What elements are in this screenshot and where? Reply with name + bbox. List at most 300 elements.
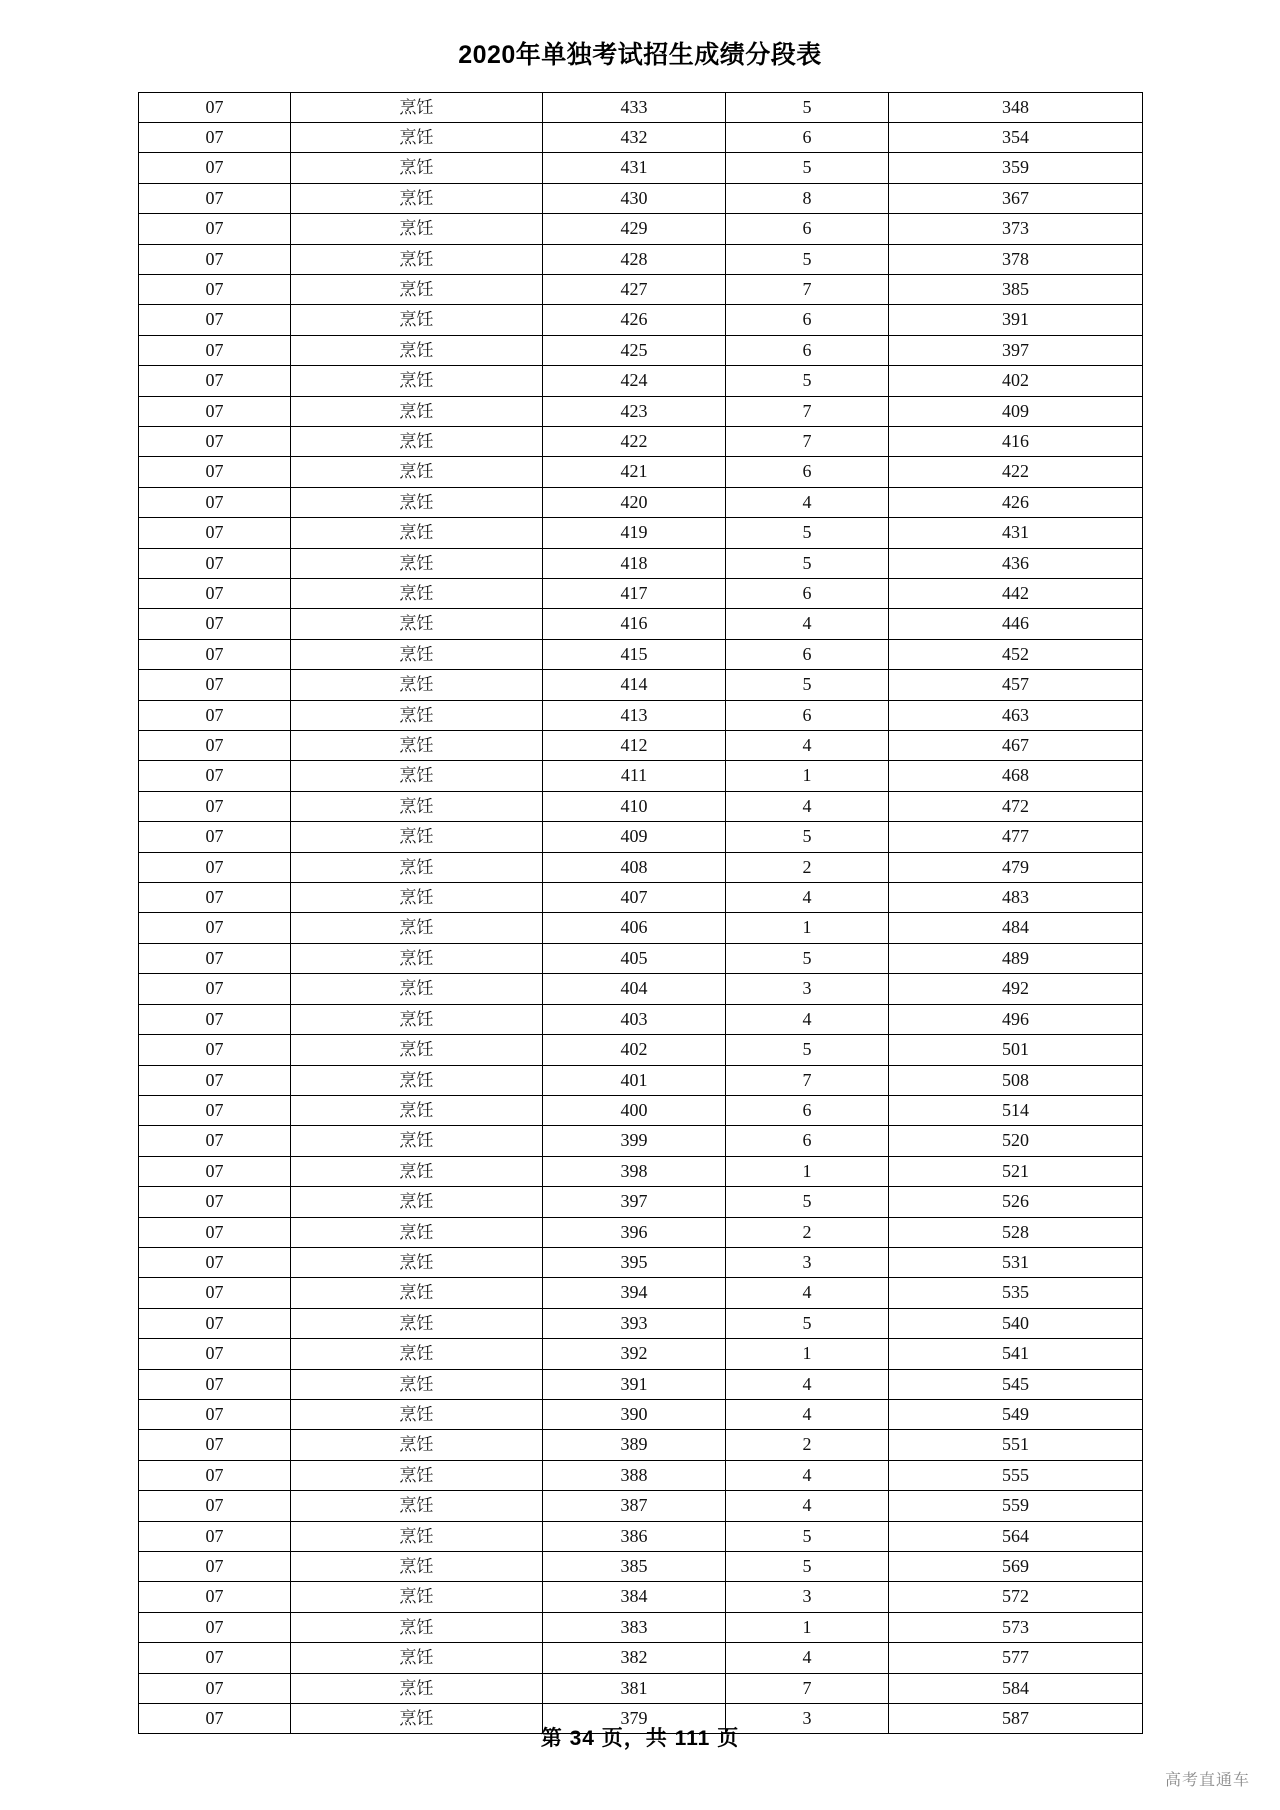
cell-category-name: 烹饪	[291, 183, 543, 213]
score-table-body	[139, 92, 1143, 1734]
cell-segment-count: 6	[726, 335, 889, 365]
table-row	[139, 1491, 1143, 1521]
score-table-container	[138, 92, 1142, 1735]
table-row	[139, 1187, 1143, 1217]
cell-category-name: 烹饪	[291, 1035, 543, 1065]
cell-category-code: 07	[139, 1156, 291, 1186]
cell-cumulative: 436	[889, 548, 1143, 578]
cell-cumulative: 521	[889, 1156, 1143, 1186]
cell-cumulative: 367	[889, 183, 1143, 213]
cell-category-code: 07	[139, 883, 291, 913]
table-row	[139, 1035, 1143, 1065]
cell-category-code: 07	[139, 396, 291, 426]
cell-segment-count: 8	[726, 183, 889, 213]
cell-segment-count: 7	[726, 1065, 889, 1095]
cell-segment-count: 5	[726, 548, 889, 578]
cell-score: 381	[543, 1673, 726, 1703]
table-row	[139, 1247, 1143, 1277]
cell-category-code: 07	[139, 457, 291, 487]
cell-category-name: 烹饪	[291, 1156, 543, 1186]
cell-segment-count: 6	[726, 579, 889, 609]
table-row	[139, 1339, 1143, 1369]
cell-score: 392	[543, 1339, 726, 1369]
cell-category-code: 07	[139, 487, 291, 517]
cell-category-code: 07	[139, 1339, 291, 1369]
cell-cumulative: 373	[889, 214, 1143, 244]
cell-category-code: 07	[139, 122, 291, 152]
cell-category-code: 07	[139, 335, 291, 365]
cell-cumulative: 584	[889, 1673, 1143, 1703]
cell-score: 432	[543, 122, 726, 152]
cell-cumulative: 426	[889, 487, 1143, 517]
table-row	[139, 1004, 1143, 1034]
cell-category-code: 07	[139, 1643, 291, 1673]
cell-segment-count: 4	[726, 1004, 889, 1034]
cell-category-name: 烹饪	[291, 548, 543, 578]
cell-category-name: 烹饪	[291, 1491, 543, 1521]
cell-score: 387	[543, 1491, 726, 1521]
cell-segment-count: 2	[726, 1217, 889, 1247]
cell-category-name: 烹饪	[291, 1308, 543, 1338]
cell-segment-count: 7	[726, 396, 889, 426]
cell-score: 422	[543, 426, 726, 456]
cell-cumulative: 359	[889, 153, 1143, 183]
cell-category-code: 07	[139, 609, 291, 639]
cell-segment-count: 6	[726, 214, 889, 244]
cell-score: 408	[543, 852, 726, 882]
cell-cumulative: 483	[889, 883, 1143, 913]
cell-cumulative: 409	[889, 396, 1143, 426]
cell-score: 423	[543, 396, 726, 426]
cell-cumulative: 572	[889, 1582, 1143, 1612]
cell-cumulative: 477	[889, 822, 1143, 852]
table-row	[139, 700, 1143, 730]
cell-category-code: 07	[139, 731, 291, 761]
cell-category-name: 烹饪	[291, 1460, 543, 1490]
cell-cumulative: 446	[889, 609, 1143, 639]
cell-segment-count: 4	[726, 1643, 889, 1673]
cell-category-name: 烹饪	[291, 92, 543, 122]
cell-segment-count: 4	[726, 487, 889, 517]
cell-score: 433	[543, 92, 726, 122]
cell-score: 403	[543, 1004, 726, 1034]
table-row	[139, 1399, 1143, 1429]
cell-cumulative: 391	[889, 305, 1143, 335]
cell-cumulative: 378	[889, 244, 1143, 274]
cell-score: 404	[543, 974, 726, 1004]
cell-cumulative: 416	[889, 426, 1143, 456]
cell-score: 424	[543, 366, 726, 396]
cell-score: 396	[543, 1217, 726, 1247]
cell-score: 382	[543, 1643, 726, 1673]
cell-cumulative: 457	[889, 670, 1143, 700]
cell-score: 379	[543, 1704, 726, 1734]
cell-category-name: 烹饪	[291, 609, 543, 639]
cell-cumulative: 463	[889, 700, 1143, 730]
cell-category-name: 烹饪	[291, 1187, 543, 1217]
cell-category-code: 07	[139, 1035, 291, 1065]
table-row	[139, 1369, 1143, 1399]
cell-segment-count: 7	[726, 426, 889, 456]
cell-category-code: 07	[139, 913, 291, 943]
cell-score: 406	[543, 913, 726, 943]
cell-score: 407	[543, 883, 726, 913]
cell-category-code: 07	[139, 305, 291, 335]
table-row	[139, 579, 1143, 609]
cell-category-name: 烹饪	[291, 518, 543, 548]
cell-segment-count: 1	[726, 1339, 889, 1369]
table-row	[139, 92, 1143, 122]
cell-segment-count: 5	[726, 670, 889, 700]
table-row	[139, 122, 1143, 152]
cell-category-name: 烹饪	[291, 670, 543, 700]
cell-category-name: 烹饪	[291, 1278, 543, 1308]
table-row	[139, 1552, 1143, 1582]
cell-category-name: 烹饪	[291, 1217, 543, 1247]
cell-segment-count: 6	[726, 639, 889, 669]
cell-category-name: 烹饪	[291, 1399, 543, 1429]
watermark: 高考直通车	[1164, 1772, 1250, 1789]
cell-segment-count: 6	[726, 700, 889, 730]
cell-score: 417	[543, 579, 726, 609]
cell-segment-count: 5	[726, 1308, 889, 1338]
cell-category-name: 烹饪	[291, 700, 543, 730]
table-row	[139, 943, 1143, 973]
cell-score: 390	[543, 1399, 726, 1429]
cell-category-name: 烹饪	[291, 153, 543, 183]
page-footer: 第 34 页，共 111 页	[540, 1727, 740, 1750]
cell-segment-count: 5	[726, 153, 889, 183]
cell-score: 391	[543, 1369, 726, 1399]
cell-category-name: 烹饪	[291, 366, 543, 396]
cell-segment-count: 7	[726, 274, 889, 304]
cell-category-code: 07	[139, 761, 291, 791]
cell-score: 395	[543, 1247, 726, 1277]
cell-category-code: 07	[139, 518, 291, 548]
cell-cumulative: 526	[889, 1187, 1143, 1217]
cell-segment-count: 4	[726, 883, 889, 913]
table-row	[139, 1673, 1143, 1703]
cell-category-name: 烹饪	[291, 274, 543, 304]
cell-score: 419	[543, 518, 726, 548]
cell-score: 405	[543, 943, 726, 973]
cell-score: 426	[543, 305, 726, 335]
table-row	[139, 153, 1143, 183]
cell-cumulative: 531	[889, 1247, 1143, 1277]
table-row	[139, 335, 1143, 365]
cell-category-code: 07	[139, 700, 291, 730]
cell-segment-count: 5	[726, 1187, 889, 1217]
cell-category-name: 烹饪	[291, 639, 543, 669]
cell-category-code: 07	[139, 1126, 291, 1156]
cell-cumulative: 397	[889, 335, 1143, 365]
cell-segment-count: 5	[726, 1521, 889, 1551]
cell-category-code: 07	[139, 791, 291, 821]
table-row	[139, 1126, 1143, 1156]
cell-category-name: 烹饪	[291, 974, 543, 1004]
cell-segment-count: 5	[726, 822, 889, 852]
table-row	[139, 548, 1143, 578]
cell-score: 384	[543, 1582, 726, 1612]
cell-score: 400	[543, 1095, 726, 1125]
cell-category-code: 07	[139, 1521, 291, 1551]
cell-category-code: 07	[139, 1399, 291, 1429]
cell-category-code: 07	[139, 822, 291, 852]
cell-score: 421	[543, 457, 726, 487]
cell-segment-count: 6	[726, 1126, 889, 1156]
cell-category-code: 07	[139, 1612, 291, 1642]
table-row	[139, 731, 1143, 761]
cell-category-name: 烹饪	[291, 1552, 543, 1582]
table-row	[139, 822, 1143, 852]
cell-cumulative: 479	[889, 852, 1143, 882]
cell-cumulative: 492	[889, 974, 1143, 1004]
cell-category-name: 烹饪	[291, 457, 543, 487]
cell-category-name: 烹饪	[291, 122, 543, 152]
cell-cumulative: 528	[889, 1217, 1143, 1247]
cell-segment-count: 6	[726, 122, 889, 152]
table-row	[139, 1095, 1143, 1125]
cell-cumulative: 484	[889, 913, 1143, 943]
cell-segment-count: 4	[726, 731, 889, 761]
cell-cumulative: 573	[889, 1612, 1143, 1642]
cell-cumulative: 569	[889, 1552, 1143, 1582]
cell-score: 389	[543, 1430, 726, 1460]
cell-category-code: 07	[139, 1004, 291, 1034]
cell-score: 410	[543, 791, 726, 821]
cell-segment-count: 6	[726, 1095, 889, 1125]
cell-category-name: 烹饪	[291, 305, 543, 335]
cell-category-name: 烹饪	[291, 791, 543, 821]
table-row	[139, 457, 1143, 487]
cell-score: 428	[543, 244, 726, 274]
cell-category-name: 烹饪	[291, 1247, 543, 1277]
cell-category-name: 烹饪	[291, 1673, 543, 1703]
table-row	[139, 791, 1143, 821]
cell-category-name: 烹饪	[291, 426, 543, 456]
cell-category-name: 烹饪	[291, 1612, 543, 1642]
cell-category-name: 烹饪	[291, 1095, 543, 1125]
table-row	[139, 974, 1143, 1004]
table-row	[139, 1460, 1143, 1490]
table-row	[139, 1612, 1143, 1642]
cell-score: 386	[543, 1521, 726, 1551]
cell-segment-count: 5	[726, 1552, 889, 1582]
cell-segment-count: 1	[726, 1156, 889, 1186]
cell-category-name: 烹饪	[291, 1521, 543, 1551]
cell-category-name: 烹饪	[291, 1004, 543, 1034]
cell-score: 402	[543, 1035, 726, 1065]
table-row	[139, 1065, 1143, 1095]
cell-category-code: 07	[139, 1065, 291, 1095]
cell-category-code: 07	[139, 1430, 291, 1460]
cell-cumulative: 587	[889, 1704, 1143, 1734]
cell-segment-count: 7	[726, 1673, 889, 1703]
cell-category-code: 07	[139, 153, 291, 183]
cell-segment-count: 5	[726, 943, 889, 973]
cell-category-code: 07	[139, 1187, 291, 1217]
cell-segment-count: 4	[726, 1460, 889, 1490]
cell-segment-count: 4	[726, 1491, 889, 1521]
cell-cumulative: 501	[889, 1035, 1143, 1065]
cell-segment-count: 5	[726, 366, 889, 396]
table-row	[139, 639, 1143, 669]
cell-score: 394	[543, 1278, 726, 1308]
cell-cumulative: 549	[889, 1399, 1143, 1429]
cell-score: 409	[543, 822, 726, 852]
table-row	[139, 1430, 1143, 1460]
table-row	[139, 183, 1143, 213]
cell-cumulative: 442	[889, 579, 1143, 609]
cell-segment-count: 3	[726, 1582, 889, 1612]
cell-segment-count: 5	[726, 244, 889, 274]
cell-cumulative: 467	[889, 731, 1143, 761]
cell-category-code: 07	[139, 183, 291, 213]
cell-category-name: 烹饪	[291, 1126, 543, 1156]
cell-category-code: 07	[139, 92, 291, 122]
cell-category-code: 07	[139, 1247, 291, 1277]
cell-cumulative: 555	[889, 1460, 1143, 1490]
cell-category-code: 07	[139, 1491, 291, 1521]
cell-category-name: 烹饪	[291, 487, 543, 517]
cell-category-code: 07	[139, 974, 291, 1004]
score-distribution-table	[138, 92, 1143, 1735]
cell-segment-count: 5	[726, 92, 889, 122]
cell-category-code: 07	[139, 1704, 291, 1734]
cell-segment-count: 4	[726, 1399, 889, 1429]
table-row	[139, 670, 1143, 700]
cell-segment-count: 3	[726, 1247, 889, 1277]
cell-score: 430	[543, 183, 726, 213]
cell-category-code: 07	[139, 548, 291, 578]
cell-segment-count: 3	[726, 974, 889, 1004]
table-row	[139, 1278, 1143, 1308]
cell-category-code: 07	[139, 1308, 291, 1338]
cell-score: 414	[543, 670, 726, 700]
table-row	[139, 1156, 1143, 1186]
cell-score: 412	[543, 731, 726, 761]
cell-score: 388	[543, 1460, 726, 1490]
cell-cumulative: 496	[889, 1004, 1143, 1034]
table-row	[139, 1217, 1143, 1247]
cell-cumulative: 402	[889, 366, 1143, 396]
cell-category-code: 07	[139, 1460, 291, 1490]
table-row	[139, 426, 1143, 456]
cell-category-code: 07	[139, 1582, 291, 1612]
cell-cumulative: 535	[889, 1278, 1143, 1308]
cell-score: 418	[543, 548, 726, 578]
cell-cumulative: 489	[889, 943, 1143, 973]
cell-cumulative: 422	[889, 457, 1143, 487]
cell-category-code: 07	[139, 366, 291, 396]
cell-category-code: 07	[139, 274, 291, 304]
table-row	[139, 366, 1143, 396]
cell-category-name: 烹饪	[291, 731, 543, 761]
table-row	[139, 518, 1143, 548]
table-row	[139, 305, 1143, 335]
cell-cumulative: 354	[889, 122, 1143, 152]
cell-score: 399	[543, 1126, 726, 1156]
cell-cumulative: 577	[889, 1643, 1143, 1673]
cell-category-code: 07	[139, 1673, 291, 1703]
cell-cumulative: 564	[889, 1521, 1143, 1551]
cell-category-name: 烹饪	[291, 943, 543, 973]
cell-category-code: 07	[139, 579, 291, 609]
page-title: 2020年单独考试招生成绩分段表	[458, 41, 822, 69]
cell-category-name: 烹饪	[291, 852, 543, 882]
cell-score: 429	[543, 214, 726, 244]
cell-cumulative: 472	[889, 791, 1143, 821]
cell-category-code: 07	[139, 1552, 291, 1582]
cell-cumulative: 520	[889, 1126, 1143, 1156]
table-row	[139, 214, 1143, 244]
table-row	[139, 487, 1143, 517]
cell-category-code: 07	[139, 639, 291, 669]
cell-segment-count: 4	[726, 1369, 889, 1399]
cell-segment-count: 1	[726, 913, 889, 943]
table-row	[139, 1308, 1143, 1338]
cell-segment-count: 6	[726, 305, 889, 335]
cell-segment-count: 5	[726, 1035, 889, 1065]
table-row	[139, 609, 1143, 639]
cell-segment-count: 1	[726, 1612, 889, 1642]
cell-segment-count: 4	[726, 791, 889, 821]
cell-segment-count: 2	[726, 1430, 889, 1460]
table-row	[139, 852, 1143, 882]
cell-category-name: 烹饪	[291, 761, 543, 791]
table-row	[139, 913, 1143, 943]
cell-cumulative: 468	[889, 761, 1143, 791]
cell-category-code: 07	[139, 670, 291, 700]
cell-category-code: 07	[139, 1278, 291, 1308]
cell-cumulative: 514	[889, 1095, 1143, 1125]
table-row	[139, 1521, 1143, 1551]
cell-category-code: 07	[139, 852, 291, 882]
cell-segment-count: 5	[726, 518, 889, 548]
cell-cumulative: 348	[889, 92, 1143, 122]
cell-category-name: 烹饪	[291, 1339, 543, 1369]
cell-category-name: 烹饪	[291, 1704, 543, 1734]
cell-category-name: 烹饪	[291, 1582, 543, 1612]
cell-category-name: 烹饪	[291, 244, 543, 274]
cell-score: 383	[543, 1612, 726, 1642]
cell-category-code: 07	[139, 244, 291, 274]
cell-category-name: 烹饪	[291, 579, 543, 609]
cell-category-name: 烹饪	[291, 1643, 543, 1673]
cell-cumulative: 545	[889, 1369, 1143, 1399]
cell-category-name: 烹饪	[291, 335, 543, 365]
cell-score: 415	[543, 639, 726, 669]
table-row	[139, 274, 1143, 304]
table-row	[139, 1582, 1143, 1612]
cell-score: 427	[543, 274, 726, 304]
cell-category-name: 烹饪	[291, 913, 543, 943]
cell-segment-count: 1	[726, 761, 889, 791]
cell-cumulative: 551	[889, 1430, 1143, 1460]
cell-segment-count: 4	[726, 609, 889, 639]
cell-score: 398	[543, 1156, 726, 1186]
cell-score: 416	[543, 609, 726, 639]
cell-cumulative: 559	[889, 1491, 1143, 1521]
cell-cumulative: 540	[889, 1308, 1143, 1338]
table-row	[139, 761, 1143, 791]
cell-category-code: 07	[139, 1369, 291, 1399]
cell-category-code: 07	[139, 1217, 291, 1247]
cell-score: 411	[543, 761, 726, 791]
cell-segment-count: 6	[726, 457, 889, 487]
table-row	[139, 396, 1143, 426]
cell-cumulative: 541	[889, 1339, 1143, 1369]
